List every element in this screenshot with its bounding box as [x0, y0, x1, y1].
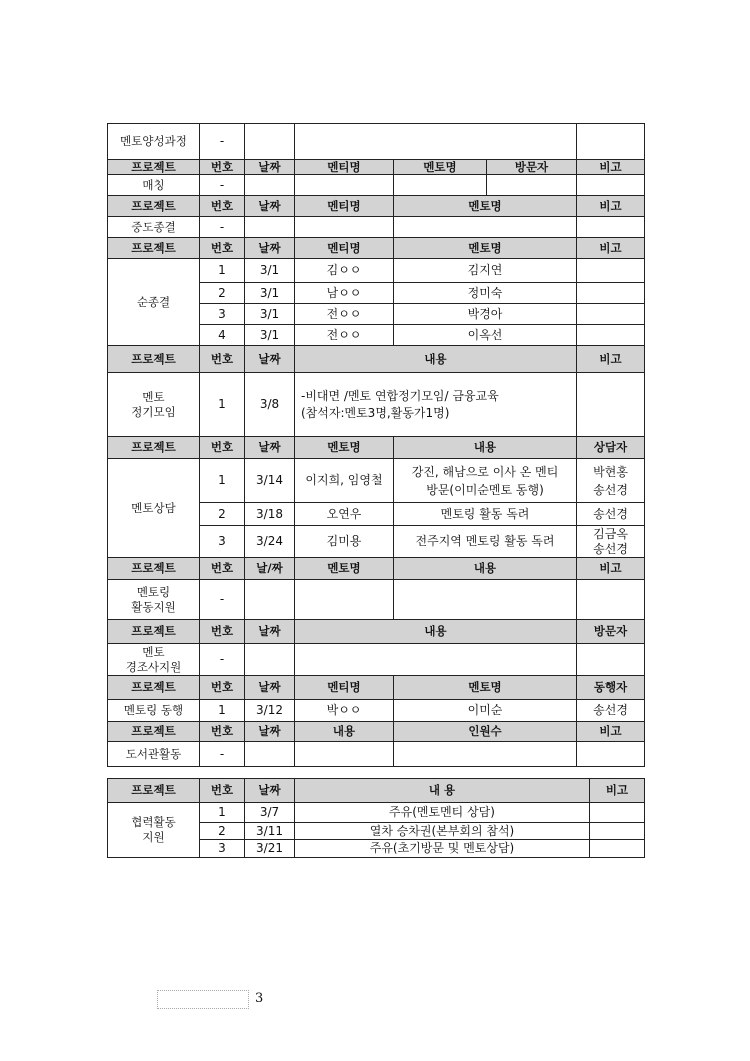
project-name: 멘토 정기모임 [108, 373, 200, 437]
table-row [108, 373, 645, 437]
header-mentor: 멘토명 [394, 196, 577, 217]
row-date: 3/11 [245, 823, 295, 840]
row-number: 1 [200, 700, 245, 722]
activity-report-table [107, 123, 645, 767]
row-number: - [200, 124, 245, 160]
row-content: 주유(초기방문 및 멘토상담) [295, 840, 590, 858]
row-visitor [577, 644, 645, 676]
row-date: 3/12 [245, 700, 295, 722]
header-content: 내용 [295, 722, 394, 742]
row-visitor [487, 175, 577, 196]
row-remark [577, 175, 645, 196]
row-counselor: 박현홍 송선경 [577, 459, 645, 503]
header-date: 날짜 [245, 346, 295, 373]
row-number: 4 [200, 325, 245, 346]
header-project: 프로젝트 [108, 437, 200, 459]
row-mentee: 박ㅇㅇ [295, 700, 394, 722]
project-name: 협력활동 지원 [108, 803, 200, 858]
row-content [394, 580, 577, 620]
header-row [108, 346, 645, 373]
header-date: 날짜 [245, 196, 295, 217]
header-visitor: 방문자 [577, 620, 645, 644]
row-mentor: 이옥선 [394, 325, 577, 346]
row-remark [577, 580, 645, 620]
row-date: 3/24 [245, 526, 295, 558]
row-remark [577, 742, 645, 767]
header-mentor: 멘토명 [394, 238, 577, 259]
row-number: 3 [200, 304, 245, 325]
header-visitor: 방문자 [487, 160, 577, 175]
row-date: 3/8 [245, 373, 295, 437]
header-mentor: 멘토명 [394, 676, 577, 700]
header-date: 날짜 [245, 437, 295, 459]
header-row [108, 620, 645, 644]
row-remark [590, 823, 645, 840]
table-row [108, 803, 645, 823]
row-remark [577, 373, 645, 437]
row-mentor: 이미순 [394, 700, 577, 722]
header-project: 프로젝트 [108, 238, 200, 259]
table-row [108, 580, 645, 620]
table-row [108, 175, 645, 196]
project-name: 매칭 [108, 175, 200, 196]
row-remark [577, 259, 645, 283]
project-name: 멘토양성과정 [108, 124, 200, 160]
row-number: 2 [200, 503, 245, 526]
header-project: 프로젝트 [108, 558, 200, 580]
row-mentor [394, 175, 487, 196]
row-mentee [295, 175, 394, 196]
row-content [295, 124, 577, 160]
row-content: 멘토링 활동 독려 [394, 503, 577, 526]
header-counselor: 상담자 [577, 437, 645, 459]
header-project: 프로젝트 [108, 160, 200, 175]
header-number: 번호 [200, 160, 245, 175]
row-mentor: 박경아 [394, 304, 577, 325]
row-date: 3/1 [245, 283, 295, 304]
header-number: 번호 [200, 722, 245, 742]
row-content: -비대면 /멘토 연합정기모임/ 금융교육 (참석자:멘토3명,활동가1명) [295, 373, 577, 437]
header-headcount: 인원수 [394, 722, 577, 742]
table-row [108, 459, 645, 503]
row-remark [577, 217, 645, 238]
row-date: 3/1 [245, 304, 295, 325]
row-date [245, 124, 295, 160]
row-number: - [200, 217, 245, 238]
header-number: 번호 [200, 779, 245, 803]
row-mentee: 전ㅇㅇ [295, 325, 394, 346]
row-mentee: 전ㅇㅇ [295, 304, 394, 325]
row-counselor: 김금옥 송선경 [577, 526, 645, 558]
header-companion: 동행자 [577, 676, 645, 700]
footer-box [157, 990, 249, 1009]
row-date: 3/7 [245, 803, 295, 823]
header-date: 날짜 [245, 779, 295, 803]
row-date: 3/1 [245, 325, 295, 346]
header-content: 내용 [394, 558, 577, 580]
row-number: 3 [200, 526, 245, 558]
header-date: 날짜 [245, 722, 295, 742]
project-name: 멘토링 동행 [108, 700, 200, 722]
header-mentor: 멘토명 [295, 558, 394, 580]
header-mentee: 멘티명 [295, 160, 394, 175]
row-remark [577, 124, 645, 160]
row-content: 강진, 해남으로 이사 온 멘티 방문(이미순멘토 동행) [394, 459, 577, 503]
row-mentor: 김미용 [295, 526, 394, 558]
row-remark [577, 325, 645, 346]
header-row [108, 558, 645, 580]
row-mentor: 오연우 [295, 503, 394, 526]
header-row [108, 196, 645, 217]
row-date [245, 644, 295, 676]
row-number: 1 [200, 373, 245, 437]
row-mentee: 김ㅇㅇ [295, 259, 394, 283]
table-row [108, 742, 645, 767]
project-name: 멘토 경조사지원 [108, 644, 200, 676]
row-number: 2 [200, 823, 245, 840]
header-number: 번호 [200, 676, 245, 700]
row-content: 열차 승차권(본부회의 참석) [295, 823, 590, 840]
row-content: 주유(멘토멘티 상담) [295, 803, 590, 823]
table-row [108, 259, 645, 283]
header-date: 날짜 [245, 620, 295, 644]
header-row [108, 779, 645, 803]
cooperation-table [107, 778, 645, 858]
table-row [108, 217, 645, 238]
header-number: 번호 [200, 620, 245, 644]
row-date: 3/14 [245, 459, 295, 503]
header-mentee: 멘티명 [295, 238, 394, 259]
row-mentor [394, 217, 577, 238]
row-date [245, 742, 295, 767]
header-number: 번호 [200, 558, 245, 580]
table-row [108, 700, 645, 722]
header-remark: 비고 [577, 196, 645, 217]
row-remark [577, 283, 645, 304]
header-mentor: 멘토명 [394, 160, 487, 175]
row-mentor: 김지연 [394, 259, 577, 283]
row-mentee [295, 217, 394, 238]
header-remark: 비고 [577, 346, 645, 373]
row-number: 2 [200, 283, 245, 304]
header-project: 프로젝트 [108, 346, 200, 373]
row-date: 3/21 [245, 840, 295, 858]
project-name: 멘토상담 [108, 459, 200, 558]
row-number: 1 [200, 803, 245, 823]
header-content: 내용 [295, 620, 577, 644]
page-number: 3 [255, 991, 264, 1006]
row-content: 전주지역 멘토링 활동 독려 [394, 526, 577, 558]
header-number: 번호 [200, 196, 245, 217]
header-date: 날짜 [245, 160, 295, 175]
row-number: 1 [200, 259, 245, 283]
header-remark: 비고 [577, 558, 645, 580]
row-number: - [200, 644, 245, 676]
row-companion: 송선경 [577, 700, 645, 722]
row-date [245, 217, 295, 238]
row-mentee: 남ㅇㅇ [295, 283, 394, 304]
header-content: 내용 [394, 437, 577, 459]
header-mentor: 멘토명 [295, 437, 394, 459]
header-project: 프로젝트 [108, 676, 200, 700]
header-row [108, 722, 645, 742]
header-mentee: 멘티명 [295, 196, 394, 217]
row-number: 1 [200, 459, 245, 503]
header-remark: 비고 [590, 779, 645, 803]
row-mentor: 이지희, 임영철 [295, 459, 394, 503]
header-number: 번호 [200, 437, 245, 459]
header-remark: 비고 [577, 238, 645, 259]
header-remark: 비고 [577, 160, 645, 175]
header-project: 프로젝트 [108, 779, 200, 803]
header-date: 날짜 [245, 238, 295, 259]
project-name: 순종결 [108, 259, 200, 346]
row-date [245, 175, 295, 196]
header-row [108, 437, 645, 459]
header-row [108, 238, 645, 259]
row-remark [590, 803, 645, 823]
header-project: 프로젝트 [108, 196, 200, 217]
header-content: 내용 [295, 346, 577, 373]
project-name: 멘토링 활동지원 [108, 580, 200, 620]
header-mentee: 멘티명 [295, 676, 394, 700]
project-name: 도서관활동 [108, 742, 200, 767]
row-headcount [394, 742, 577, 767]
header-row [108, 160, 645, 175]
header-row [108, 676, 645, 700]
table-row [108, 644, 645, 676]
header-remark: 비고 [577, 722, 645, 742]
project-name: 중도종결 [108, 217, 200, 238]
row-date [245, 580, 295, 620]
table-row [108, 124, 645, 160]
row-date: 3/18 [245, 503, 295, 526]
row-mentor [295, 580, 394, 620]
header-project: 프로젝트 [108, 620, 200, 644]
row-remark [577, 304, 645, 325]
row-content [295, 742, 394, 767]
row-number: - [200, 742, 245, 767]
row-number: - [200, 175, 245, 196]
header-date: 날/짜 [245, 558, 295, 580]
header-date: 날짜 [245, 676, 295, 700]
row-number: - [200, 580, 245, 620]
row-content [295, 644, 577, 676]
row-number: 3 [200, 840, 245, 858]
header-project: 프로젝트 [108, 722, 200, 742]
header-content: 내 용 [295, 779, 590, 803]
header-number: 번호 [200, 346, 245, 373]
row-counselor: 송선경 [577, 503, 645, 526]
row-mentor: 정미숙 [394, 283, 577, 304]
row-date: 3/1 [245, 259, 295, 283]
header-number: 번호 [200, 238, 245, 259]
row-remark [590, 840, 645, 858]
